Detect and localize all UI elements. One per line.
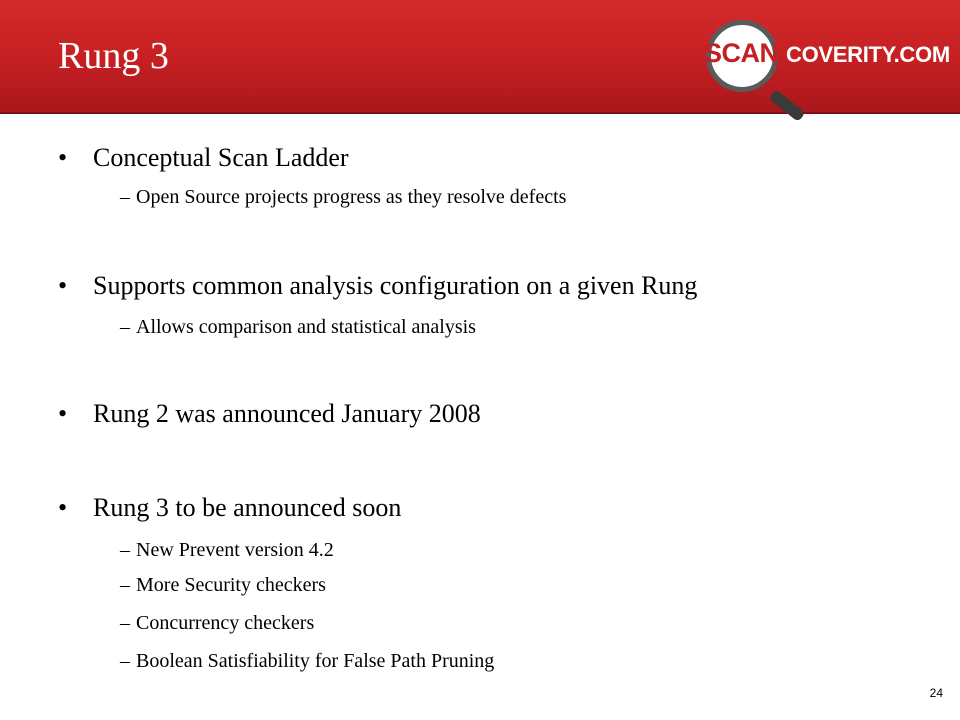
sub-bullet-item bbox=[120, 314, 476, 340]
bullet-item bbox=[58, 270, 697, 302]
bullet-icon: • bbox=[58, 271, 68, 300]
bullet-text: Rung 2 was announced January 2008 bbox=[93, 399, 481, 428]
bullet-text: Supports common analysis configuration on a given Rung bbox=[93, 271, 698, 300]
dash-icon: – bbox=[120, 574, 130, 596]
sub-bullet-text: Concurrency checkers bbox=[136, 612, 315, 634]
sub-bullet-text: Boolean Satisfiability for False Path Pruning bbox=[136, 650, 495, 672]
bullet-icon: • bbox=[58, 493, 68, 522]
dash-icon: – bbox=[120, 186, 130, 208]
sub-bullet-item bbox=[120, 537, 334, 563]
logo-domain-text: COVERITY.COM bbox=[786, 42, 950, 67]
sub-bullet-item bbox=[120, 572, 326, 598]
logo-scan-text: SCAN. bbox=[704, 38, 786, 68]
dash-icon: – bbox=[120, 612, 130, 634]
bullet-item bbox=[58, 142, 349, 174]
sub-bullet-text: New Prevent version 4.2 bbox=[136, 539, 334, 561]
sub-bullet-item bbox=[120, 648, 494, 674]
bullet-text: Conceptual Scan Ladder bbox=[93, 143, 349, 172]
sub-bullet-text: More Security checkers bbox=[136, 574, 326, 596]
sub-bullet-item bbox=[120, 184, 566, 210]
sub-bullet-item bbox=[120, 610, 314, 636]
dash-icon: – bbox=[120, 650, 130, 672]
page-number: 24 bbox=[929, 686, 943, 700]
bullet-icon: • bbox=[58, 399, 68, 428]
sub-bullet-text: Open Source projects progress as they resolve defects bbox=[136, 186, 567, 208]
slide-title: Rung 3 bbox=[58, 35, 169, 77]
bullet-icon: • bbox=[58, 143, 68, 172]
bullet-item bbox=[58, 492, 401, 524]
bullet-item bbox=[58, 398, 481, 430]
bullet-text: Rung 3 to be announced soon bbox=[93, 493, 402, 522]
dash-icon: – bbox=[120, 539, 130, 561]
sub-bullet-text: Allows comparison and statistical analysis bbox=[136, 316, 476, 338]
dash-icon: – bbox=[120, 316, 130, 338]
